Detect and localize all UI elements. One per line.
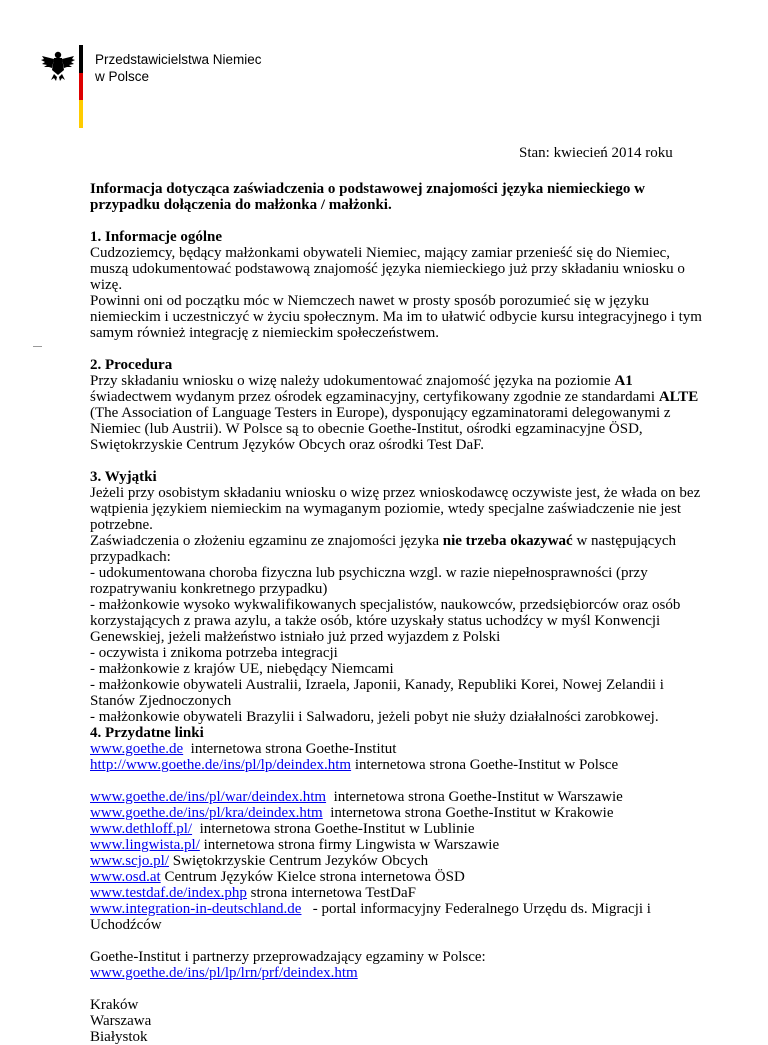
link-osd[interactable]: www.osd.at — [90, 869, 161, 885]
section-4-heading: 4. Przydatne linki — [90, 725, 204, 741]
link-goethe-poland[interactable]: http://www.goethe.de/ins/pl/lp/deindex.htm — [90, 757, 352, 773]
link-row: www.goethe.de/ins/pl/kra/deindex.htm internetowa strona Goethe-Institut w Krakowie — [90, 805, 614, 821]
link-row: www.osd.at Centrum Języków Kielce strona internetowa ÖSD — [90, 869, 465, 885]
link-row: www.testdaf.de/index.php strona internetowa TestDaF — [90, 885, 416, 901]
alte-label: ALTE — [658, 389, 699, 405]
organization-name — [95, 51, 262, 85]
flag-stripe-gold — [79, 100, 83, 128]
city-krakow: Kraków — [90, 997, 139, 1013]
exceptions-list — [90, 565, 710, 725]
link-row: www.integration-in-deutschland.de - portal informacyjny Federalnego Urzędu ds. Migracji i Uchodźców — [90, 901, 655, 933]
section-3-heading: 3. Wyjątki — [90, 469, 157, 485]
eagle-icon — [40, 50, 76, 82]
link-goethe-warsaw[interactable]: www.goethe.de/ins/pl/war/deindex.htm — [90, 789, 327, 805]
federal-eagle-logo — [40, 50, 76, 87]
list-item: - małżonkowie wysoko wykwalifikowanych specjalistów, naukowców, przedsiębiorców oraz osób korzystających z prawa azylu, a także osób, które uzyskały status uchodźcy w myśl Konwencji Genewskiej, jeżeli małżeństwo istniało już przed wyjazdem z Polski — [90, 597, 681, 645]
link-row — [90, 965, 710, 981]
link-row: www.dethloff.pl/ internetowa strona Goethe-Institut w Lublinie — [90, 821, 475, 837]
link-row: www.lingwista.pl/ internetowa strona firmy Lingwista w Warszawie — [90, 837, 500, 853]
section-3-paragraph-1: Jeżeli przy osobistym składaniu wniosku o wizę przez wnioskodawcę oczywiste jest, że włada on bez wątpienia językiem niemieckim na wymaganym poziomie, wtedy specjalne zaświadczenie nie jest potrzebne. — [90, 485, 701, 533]
link-row: www.goethe.de internetowa strona Goethe-Institut — [90, 741, 397, 757]
section-1-paragraph-1: Cudzoziemcy, będący małżonkami obywateli Niemiec, mający zamiar przenieść się do Niemiec, muszą udokumentować podstawową znajomość języka niemieckiego już przy składaniu wniosku o wizę. — [90, 245, 685, 293]
list-item: - udokumentowana choroba fizyczna lub psychiczna wzgl. w razie niepełnosprawności (przy rozpatrywaniu konkretnego przypadku) — [90, 565, 648, 597]
section-1-heading: 1. Informacje ogólne — [90, 229, 223, 245]
link-integration[interactable]: www.integration-in-deutschland.de — [90, 901, 302, 917]
link-goethe[interactable]: www.goethe.de — [90, 741, 184, 757]
org-line-1: Przedstawicielstwa Niemiec — [95, 52, 262, 67]
flag-stripe-black — [79, 45, 83, 73]
link-row: www.scjo.pl/ Swiętokrzyskie Centrum Jezyków Obcych — [90, 853, 429, 869]
list-item: - małżonkowie obywateli Australii, Izraela, Japonii, Kanady, Republiki Korei, Nowej Zelandii i Stanów Zjednoczonych — [90, 677, 664, 709]
city-warszawa: Warszawa — [90, 1013, 152, 1029]
link-testdaf[interactable]: www.testdaf.de/index.php — [90, 885, 247, 901]
date-line: Stan: kwiecień 2014 roku — [519, 145, 673, 161]
flag-bar — [79, 45, 83, 128]
link-scjo[interactable]: www.scjo.pl/ — [90, 853, 170, 869]
link-lingwista[interactable]: www.lingwista.pl/ — [90, 837, 200, 853]
city-bialystok: Białystok — [90, 1029, 148, 1045]
org-line-2: w Polsce — [95, 69, 150, 84]
list-item: - małżonkowie obywateli Brazylii i Salwadoru, jeżeli pobyt nie służy działalności zarobkowej. — [90, 709, 659, 725]
list-item: - małżonkowie z krajów UE, niebędący Niemcami — [90, 661, 394, 677]
list-item: - oczywista i znikoma potrzeba integracji — [90, 645, 338, 661]
link-row: http://www.goethe.de/ins/pl/lp/deindex.htm internetowa strona Goethe-Institut w Polsce — [90, 757, 619, 773]
document-body — [90, 181, 710, 1045]
level-a1: A1 — [614, 373, 633, 389]
fold-mark — [33, 346, 42, 347]
partners-intro: Goethe-Institut i partnerzy przeprowadzający egzaminy w Polsce: — [90, 949, 486, 965]
section-2-heading: 2. Procedura — [90, 357, 173, 373]
link-goethe-krakow[interactable]: www.goethe.de/ins/pl/kra/deindex.htm — [90, 805, 323, 821]
emphasis-no-need: nie trzeba okazywać — [442, 533, 573, 549]
link-dethloff[interactable]: www.dethloff.pl/ — [90, 821, 193, 837]
document-title: Informacja dotycząca zaświadczenia o podstawowej znajomości języka niemieckiego w przypadku dołączenia do małżonka / małżonki. — [90, 181, 645, 213]
section-2-paragraph: Przy składaniu wniosku o wizę należy udokumentować znajomość języka na poziomie A1 świadectwem wydanym przez ośrodek egzaminacyjny, certyfikowany zgodnie ze standardami ALTE (The Association of Language Testers in Europe), dysponujący egzaminatorami delegowanymi z Niemiec (lub Austrii). W Polsce są to obecnie Goethe-Institut, ośrodki egzaminacyjne ÖSD, Swiętokrzyskie Centrum Języków Obcych oraz ośrodki Test DaF. — [90, 373, 699, 453]
link-row: www.goethe.de/ins/pl/war/deindex.htm internetowa strona Goethe-Institut w Warszawie — [90, 789, 623, 805]
link-partners[interactable]: www.goethe.de/ins/pl/lp/lrn/prf/deindex.htm — [90, 965, 358, 981]
section-3-paragraph-2: Zaświadczenia o złożeniu egzaminu ze znajomości języka nie trzeba okazywać w następujących przypadkach: — [90, 533, 677, 565]
section-1-paragraph-2: Powinni oni od początku móc w Niemczech nawet w prosty sposób porozumieć się w języku niemieckim i uczestniczyć w życiu społecznym. Ma im to ułatwić odbycie kursu integracyjnego i tym samym również integrację z niemieckim społeczeństwem. — [90, 293, 702, 341]
flag-stripe-red — [79, 73, 83, 101]
